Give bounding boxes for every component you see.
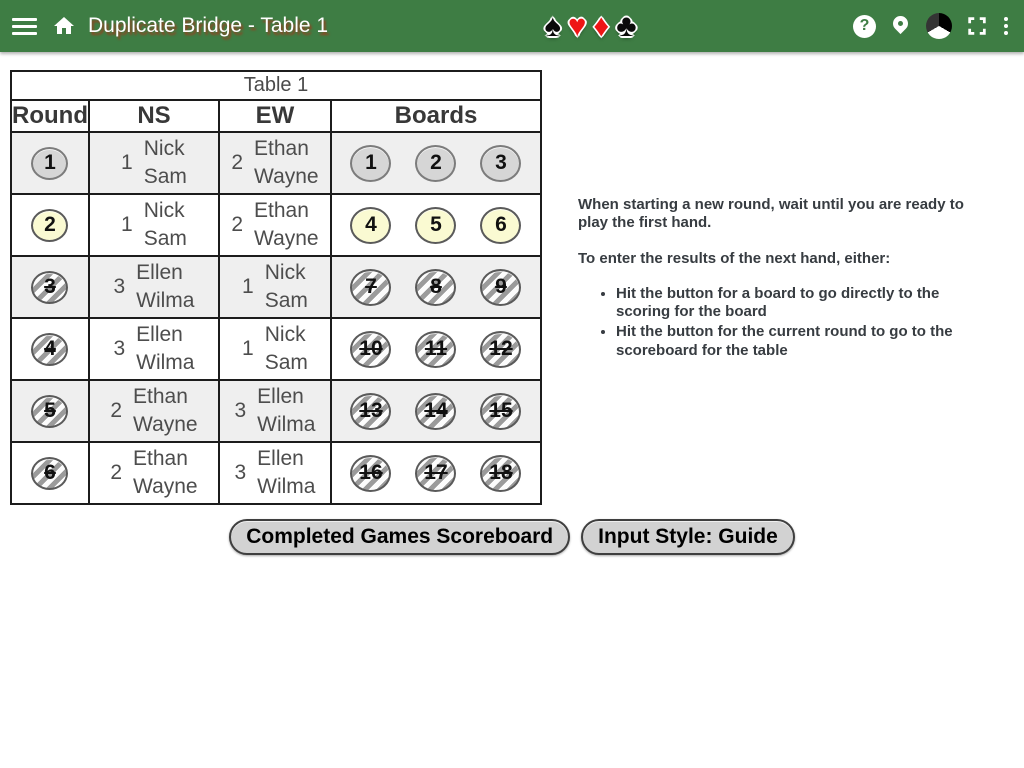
board-button-16[interactable] xyxy=(350,455,391,492)
board-number: 6 xyxy=(495,213,507,236)
input-style-button[interactable]: Input Style: Guide xyxy=(581,519,795,555)
diamond-icon: ♦ xyxy=(593,8,610,43)
board-button-14[interactable] xyxy=(415,393,456,430)
player-name: Wilma xyxy=(257,413,316,436)
ew-pair-number: 2 xyxy=(231,151,244,174)
player-name: Ethan xyxy=(254,199,309,222)
ns-pair-number: 2 xyxy=(110,399,123,422)
table-row xyxy=(11,318,541,380)
player-name: Wayne xyxy=(254,227,319,250)
board-number: 10 xyxy=(359,337,383,360)
round-button-4[interactable] xyxy=(31,333,68,366)
player-name: Wilma xyxy=(136,351,195,374)
ns-pair xyxy=(90,445,218,501)
board-button-8[interactable] xyxy=(415,269,456,306)
pie-theme-icon xyxy=(926,13,952,39)
board-button-17[interactable] xyxy=(415,455,456,492)
fullscreen-button[interactable] xyxy=(966,15,988,37)
table-row xyxy=(11,442,541,504)
ns-pair xyxy=(90,259,218,315)
board-button-15[interactable] xyxy=(480,393,521,430)
round-button-3[interactable] xyxy=(31,271,68,304)
board-number: 13 xyxy=(359,399,383,422)
board-number: 18 xyxy=(489,461,513,484)
topbar-right xyxy=(853,13,1010,39)
instruction-bullet: • Hit the button for the current round to go to the scoreboard for the table xyxy=(616,323,996,360)
player-name: Sam xyxy=(143,165,187,188)
ew-player-names xyxy=(254,197,319,253)
ew-pair xyxy=(220,259,330,315)
board-button-4[interactable] xyxy=(350,207,391,244)
theme-button[interactable] xyxy=(926,13,952,39)
player-name: Wilma xyxy=(136,289,195,312)
ns-player-names xyxy=(133,445,198,501)
table-title-row xyxy=(11,71,541,100)
instruction-paragraph-2: To enter the results of the next hand, either: xyxy=(578,249,891,267)
ns-pair xyxy=(90,321,218,377)
round-number: 4 xyxy=(44,337,56,360)
board-number: 9 xyxy=(495,275,507,298)
spade-icon: ♠ xyxy=(544,8,561,43)
board-number: 14 xyxy=(424,399,448,422)
board-number: 4 xyxy=(365,213,377,236)
ns-pair-number: 1 xyxy=(121,213,133,236)
ew-pair xyxy=(220,445,330,501)
table-row xyxy=(11,194,541,256)
board-number: 5 xyxy=(430,213,442,236)
player-name: Wilma xyxy=(257,475,316,498)
round-number: 2 xyxy=(44,213,56,236)
header-round: Round xyxy=(11,100,89,132)
board-button-5[interactable] xyxy=(415,207,456,244)
topbar xyxy=(0,0,1024,52)
home-button[interactable] xyxy=(52,14,76,38)
player-name: Sam xyxy=(143,227,187,250)
instruction-list xyxy=(578,285,996,360)
round-button-2[interactable] xyxy=(31,209,68,242)
ew-player-names xyxy=(254,135,319,191)
completed-games-scoreboard-button[interactable]: Completed Games Scoreboard xyxy=(229,519,570,555)
board-number: 16 xyxy=(359,461,383,484)
rounds-table xyxy=(10,70,542,505)
round-button-5[interactable] xyxy=(31,395,68,428)
hamburger-icon xyxy=(12,18,37,35)
board-button-13[interactable] xyxy=(350,393,391,430)
page-title: Duplicate Bridge - Table 1 xyxy=(88,14,329,37)
instructions-panel xyxy=(578,196,996,362)
fullscreen-icon xyxy=(966,15,988,37)
player-name: Nick xyxy=(264,261,306,284)
player-name: Nick xyxy=(143,199,185,222)
help-button[interactable] xyxy=(853,15,876,38)
ew-pair xyxy=(220,197,330,253)
ns-pair xyxy=(90,135,218,191)
location-button[interactable] xyxy=(890,13,912,39)
ns-pair-number: 1 xyxy=(121,151,133,174)
home-icon xyxy=(52,14,76,38)
ew-pair-number: 1 xyxy=(242,275,254,298)
heart-icon: ♥ xyxy=(567,8,587,43)
table-row xyxy=(11,256,541,318)
board-button-12[interactable] xyxy=(480,331,521,368)
table-row xyxy=(11,380,541,442)
ew-pair-number: 2 xyxy=(231,213,244,236)
player-name: Ethan xyxy=(133,447,188,470)
ns-pair-number: 3 xyxy=(113,275,126,298)
ew-player-names xyxy=(265,259,308,315)
board-number: 8 xyxy=(430,275,442,298)
board-button-10[interactable] xyxy=(350,331,391,368)
board-number: 3 xyxy=(495,151,507,174)
round-number: 3 xyxy=(44,275,56,298)
ns-pair-number: 3 xyxy=(113,337,126,360)
round-button-6[interactable] xyxy=(31,457,68,490)
board-button-11[interactable] xyxy=(415,331,456,368)
ew-pair xyxy=(220,321,330,377)
ns-player-names xyxy=(144,135,187,191)
board-button-6[interactable] xyxy=(480,207,521,244)
player-name: Ellen xyxy=(136,261,183,284)
board-button-7[interactable] xyxy=(350,269,391,306)
table-row xyxy=(11,132,541,194)
table-header-row xyxy=(11,100,541,132)
club-icon: ♣ xyxy=(616,8,637,43)
player-name: Ethan xyxy=(254,137,309,160)
board-button-9[interactable] xyxy=(480,269,521,306)
player-name: Ellen xyxy=(136,323,183,346)
ew-player-names xyxy=(265,321,308,377)
player-name: Nick xyxy=(143,137,185,160)
ns-player-names xyxy=(144,197,187,253)
board-number: 1 xyxy=(365,151,377,174)
player-name: Ellen xyxy=(257,447,304,470)
player-name: Wayne xyxy=(133,413,198,436)
header-ns: NS xyxy=(89,100,219,132)
footer-buttons xyxy=(0,519,1024,555)
instruction-bullet: • Hit the button for a board to go directly to the scoring for the board xyxy=(616,285,996,322)
menu-button[interactable] xyxy=(12,18,37,35)
ew-pair-number: 3 xyxy=(234,461,247,484)
rounds-body xyxy=(11,132,541,504)
ew-pair xyxy=(220,135,330,191)
board-number: 11 xyxy=(424,337,448,360)
ns-player-names xyxy=(136,259,194,315)
board-number: 17 xyxy=(424,461,448,484)
player-name: Wayne xyxy=(254,165,319,188)
player-name: Ethan xyxy=(133,385,188,408)
ns-pair xyxy=(90,197,218,253)
board-button-3[interactable] xyxy=(480,145,521,182)
help-icon: ? xyxy=(853,15,876,38)
board-number: 15 xyxy=(489,399,513,422)
round-number: 1 xyxy=(44,151,56,174)
board-button-1[interactable] xyxy=(350,145,391,182)
ns-pair-number: 2 xyxy=(110,461,123,484)
ew-player-names xyxy=(257,383,315,439)
ew-pair-number: 3 xyxy=(234,399,247,422)
board-number: 2 xyxy=(430,151,442,174)
round-number: 5 xyxy=(44,399,56,422)
instruction-paragraph-1: When starting a new round, wait until you are ready to play the first hand. xyxy=(578,196,964,232)
topbar-left xyxy=(12,14,328,38)
player-name: Nick xyxy=(264,323,306,346)
player-name: Wayne xyxy=(133,475,198,498)
ns-pair xyxy=(90,383,218,439)
player-name: Ellen xyxy=(257,385,304,408)
board-number: 7 xyxy=(365,275,377,298)
round-number: 6 xyxy=(44,461,56,484)
overflow-menu-button[interactable] xyxy=(1002,15,1010,37)
board-button-2[interactable] xyxy=(415,145,456,182)
suit-icons xyxy=(328,6,853,46)
ns-player-names xyxy=(133,383,198,439)
ew-player-names xyxy=(257,445,315,501)
board-number: 12 xyxy=(489,337,513,360)
header-boards: Boards xyxy=(331,100,541,132)
round-button-1[interactable] xyxy=(31,147,68,180)
player-name: Sam xyxy=(264,289,308,312)
ew-pair xyxy=(220,383,330,439)
location-pin-icon xyxy=(890,13,912,39)
ew-pair-number: 1 xyxy=(242,337,254,360)
header-ew: EW xyxy=(219,100,331,132)
player-name: Sam xyxy=(264,351,308,374)
kebab-icon xyxy=(1002,15,1010,37)
table-title: Table 1 xyxy=(11,71,541,100)
ns-player-names xyxy=(136,321,194,377)
board-button-18[interactable] xyxy=(480,455,521,492)
